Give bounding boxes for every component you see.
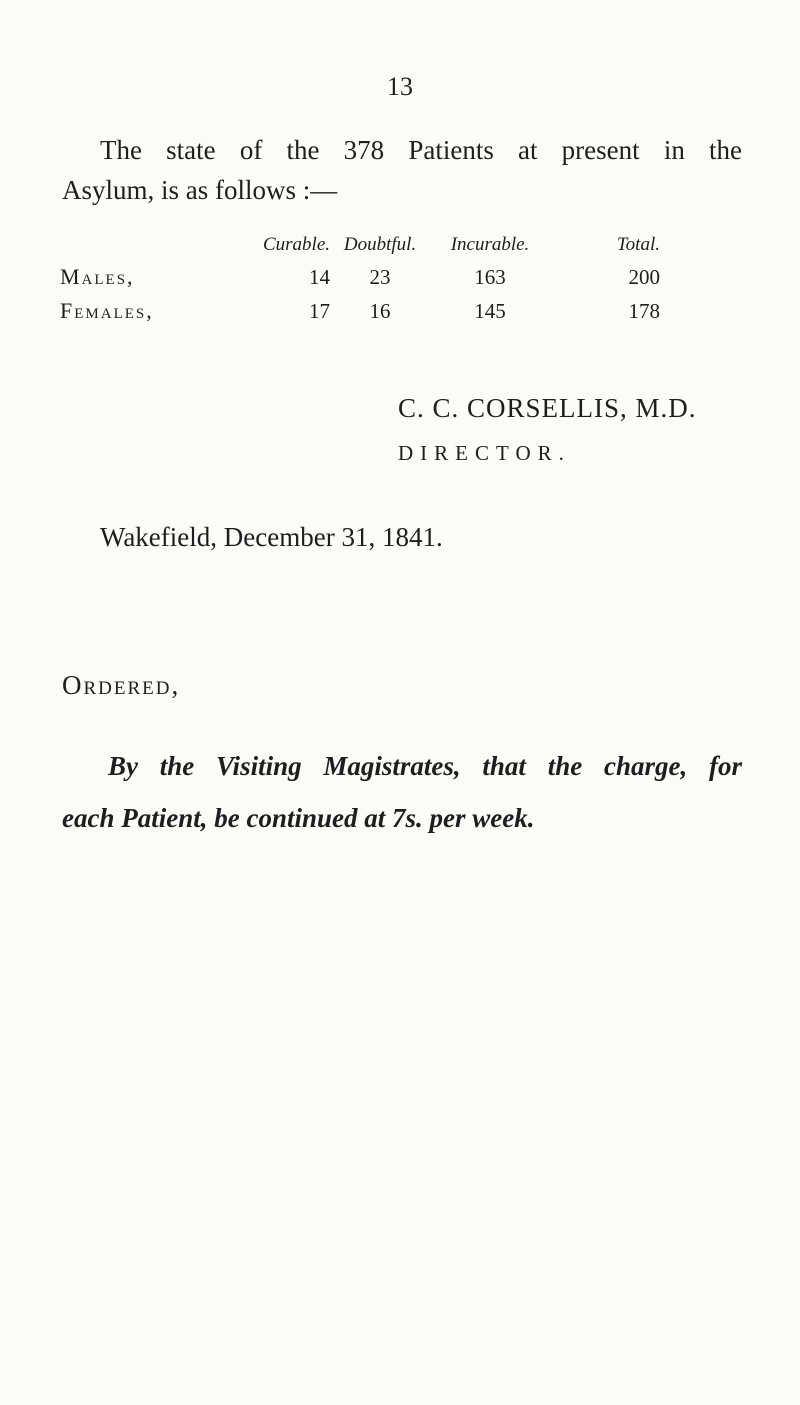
intro-line-1: The state of the 378 Patients at present in the xyxy=(100,135,742,165)
header-curable: Curable. xyxy=(262,234,330,255)
intro-paragraph xyxy=(62,130,742,210)
table-row xyxy=(60,294,660,328)
females-incurable: 145 xyxy=(474,298,506,323)
date-line: Wakefield, December 31, 1841. xyxy=(100,522,443,552)
resolution-paragraph xyxy=(62,740,742,844)
females-curable: 17 xyxy=(309,298,330,323)
males-incurable: 163 xyxy=(474,264,506,289)
ordered-heading: Ordered, xyxy=(62,670,181,700)
signature-name: C. C. CORSELLIS, M.D. xyxy=(398,393,697,423)
header-doubtful: Doubtful. xyxy=(343,234,417,255)
header-total: Total. xyxy=(616,234,660,255)
males-curable: 14 xyxy=(309,264,330,289)
row-label-males: Males, xyxy=(60,264,135,289)
resolution-line-1: By the Visiting Magistrates, that the charge, for xyxy=(108,751,742,781)
males-total: 200 xyxy=(628,264,660,289)
males-doubtful: 23 xyxy=(369,264,391,289)
header-blank xyxy=(60,230,230,260)
table-header-row xyxy=(60,230,660,260)
females-total: 178 xyxy=(628,298,660,323)
table-row xyxy=(60,260,660,294)
intro-line-2: Asylum, is as follows :— xyxy=(62,175,338,205)
row-label-females: Females, xyxy=(60,298,154,323)
females-doubtful: 16 xyxy=(369,298,391,323)
page-number: 13 xyxy=(387,72,413,101)
patient-state-table xyxy=(60,230,660,328)
signature-title: DIRECTOR. xyxy=(398,441,571,465)
header-incurable: Incurable. xyxy=(450,234,530,255)
resolution-line-2: each Patient, be continued at 7s. per week. xyxy=(62,803,535,833)
